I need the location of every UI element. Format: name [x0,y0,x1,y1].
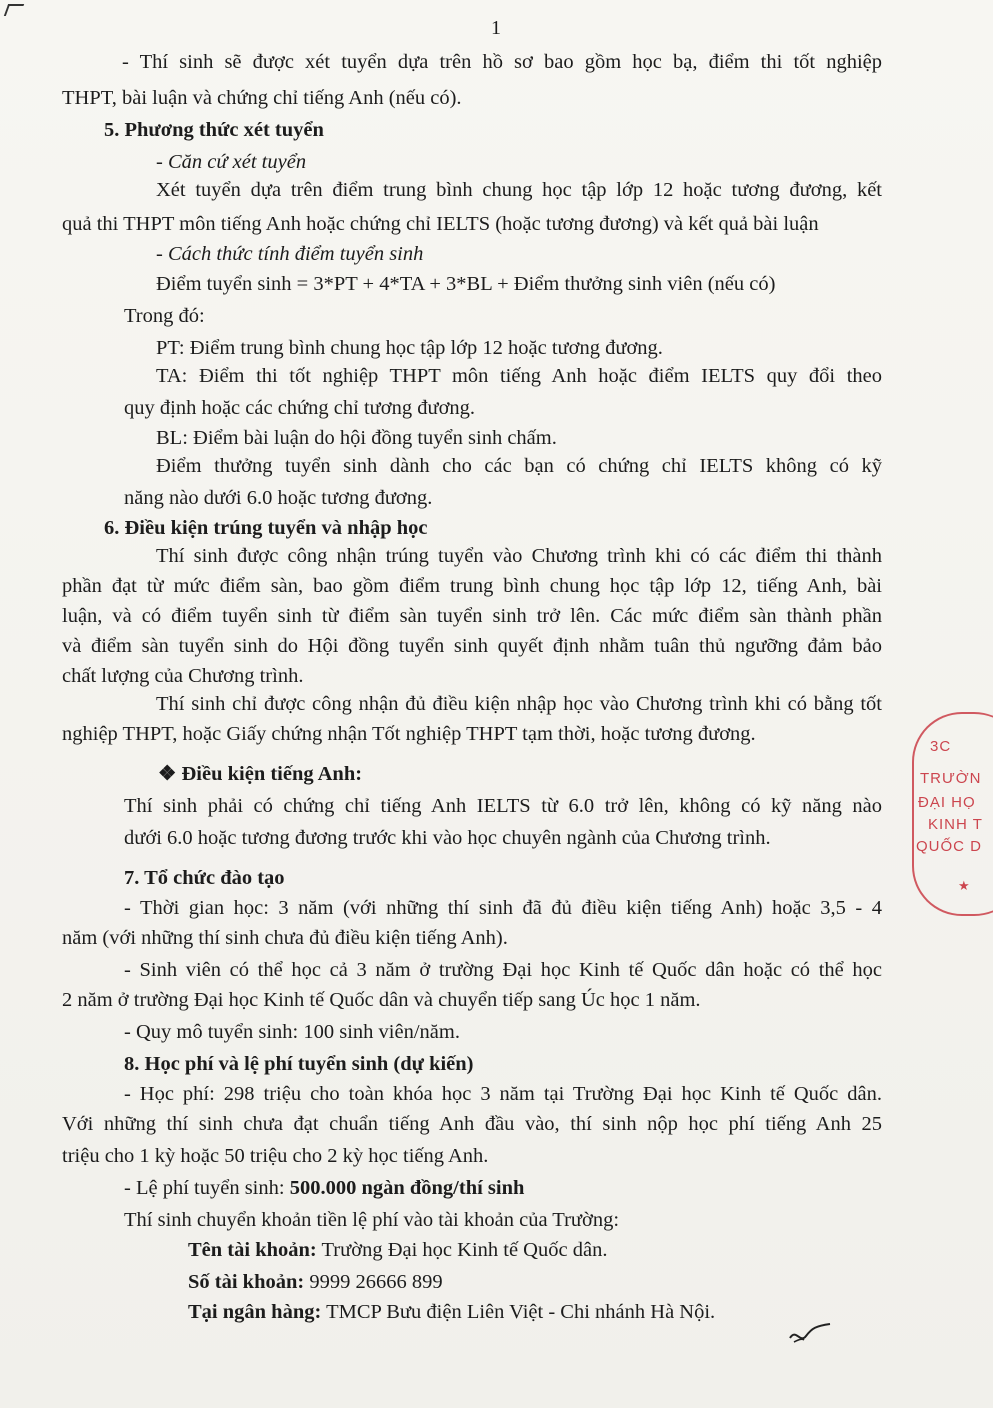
text-line: Thí sinh chuyển khoản tiền lệ phí vào tài khoản của Trường: [124,1209,620,1231]
text-line: THPT, bài luận và chứng chỉ tiếng Anh (nếu có). [62,87,462,109]
stamp-text: QUỐC D [916,838,982,855]
text-line: Trong đó: [124,305,205,327]
text-line: PT: Điểm trung bình chung học tập lớp 12 hoặc tương đương. [156,337,663,359]
bank-value: TMCP Bưu điện Liên Việt - Chi nhánh Hà Nội. [321,1301,716,1323]
stamp-text: ĐẠI HỌ [918,794,976,811]
account-number-label: Số tài khoản: [188,1271,305,1293]
text-line: Với những thí sinh chưa đạt chuẩn tiếng Anh đầu vào, thí sinh nộp học phí tiếng Anh 25 [62,1113,882,1135]
account-number-value: 9999 26666 899 [304,1271,443,1293]
bank-account-number [188,1268,443,1296]
text-line: - Quy mô tuyển sinh: 100 sinh viên/năm. [124,1021,460,1043]
signature-mark [786,1318,834,1348]
text-line: - Sinh viên có thể học cả 3 năm ở trường Đại học Kinh tế Quốc dân hoặc có thể học [124,959,882,981]
text-line: năng nào dưới 6.0 hoặc tương đương. [124,487,433,509]
formula: Điểm tuyển sinh = 3*PT + 4*TA + 3*BL + Điểm thưởng sinh viên (nếu có) [156,273,776,295]
stamp-text: KINH T [928,816,983,833]
account-name-label: Tên tài khoản: [188,1239,317,1261]
text-line: phần đạt từ mức điểm sàn, bao gồm điểm trung bình chung học tập lớp 12, tiếng Anh, bài [62,575,882,597]
text-line: - Học phí: 298 triệu cho toàn khóa học 3 năm tại Trường Đại học Kinh tế Quốc dân. [124,1083,882,1105]
text-line: nghiệp THPT, hoặc Giấy chứng nhận Tốt nghiệp THPT tạm thời, hoặc tương đương. [62,723,756,745]
text-line: - Thí sinh sẽ được xét tuyển dựa trên hồ sơ bao gồm học bạ, điểm thi tốt nghiệp [122,51,882,73]
text-line: chất lượng của Chương trình. [62,665,304,687]
text-line: BL: Điểm bài luận do hội đồng tuyển sinh chấm. [156,427,557,449]
stamp-text: TRƯỜN [920,770,982,787]
section-heading: 6. Điều kiện trúng tuyển và nhập học [104,517,428,539]
text-line: và điểm sàn tuyển sinh do Hội đồng tuyển sinh quyết định nhằm tuân thủ ngưỡng đảm bảo [62,635,882,657]
fee-value: 500.000 ngàn đồng/thí sinh [289,1177,525,1199]
official-stamp [912,712,993,916]
corner-mark [4,4,24,16]
text-line: dưới 6.0 hoặc tương đương trước khi vào học chuyên ngành của Chương trình. [124,827,771,849]
bank-name [188,1298,715,1326]
section-heading: 7. Tổ chức đào tạo [124,867,285,889]
account-name-value: Trường Đại học Kinh tế Quốc dân. [316,1239,608,1261]
text-line: Thí sinh được công nhận trúng tuyển vào Chương trình khi có các điểm thi thành [156,545,882,567]
text-line: triệu cho 1 kỳ hoặc 50 triệu cho 2 kỳ học tiếng Anh. [62,1145,489,1167]
section-heading: 5. Phương thức xét tuyển [104,119,324,141]
fee-line [124,1174,524,1202]
text-line: Xét tuyển dựa trên điểm trung bình chung học tập lớp 12 hoặc tương đương, kết [156,179,882,201]
text-line: Thí sinh chỉ được công nhận đủ điều kiện nhập học vào Chương trình khi có bằng tốt [156,693,882,715]
fee-label: - Lệ phí tuyển sinh: [124,1177,290,1199]
page-number: 1 [491,17,501,39]
text-line: - Thời gian học: 3 năm (với những thí sinh đã đủ điều kiện tiếng Anh) hoặc 3,5 - 4 [124,897,882,919]
text-line: TA: Điểm thi tốt nghiệp THPT môn tiếng Anh hoặc điểm IELTS quy đổi theo [156,365,882,387]
subheading: - Căn cứ xét tuyển [156,151,307,173]
bullet-heading: ❖ Điều kiện tiếng Anh: [158,763,363,785]
section-heading: 8. Học phí và lệ phí tuyển sinh (dự kiến) [124,1053,474,1075]
bank-label: Tại ngân hàng: [188,1301,322,1323]
text-line: năm (với những thí sinh chưa đủ điều kiện tiếng Anh). [62,927,508,949]
text-line: Điểm thưởng tuyển sinh dành cho các bạn có chứng chỉ IELTS không có kỹ [156,455,882,477]
text-line: luận, và có điểm tuyển sinh từ điểm sàn tuyển sinh trở lên. Các mức điểm sàn thành phần [62,605,882,627]
text-line: quả thi THPT môn tiếng Anh hoặc chứng chỉ IELTS (hoặc tương đương) và kết quả bài luận [62,213,819,235]
subheading: - Cách thức tính điểm tuyển sinh [156,243,424,265]
text-line: 2 năm ở trường Đại học Kinh tế Quốc dân và chuyển tiếp sang Úc học 1 năm. [62,989,701,1011]
text-line: Thí sinh phải có chứng chỉ tiếng Anh IELTS từ 6.0 trở lên, không có kỹ năng nào [124,795,882,817]
bank-account-name [188,1236,607,1264]
text-line: quy định hoặc các chứng chỉ tương đương. [124,397,476,419]
stamp-text: 3C [930,738,952,755]
stamp-star-icon: ★ [958,878,971,893]
